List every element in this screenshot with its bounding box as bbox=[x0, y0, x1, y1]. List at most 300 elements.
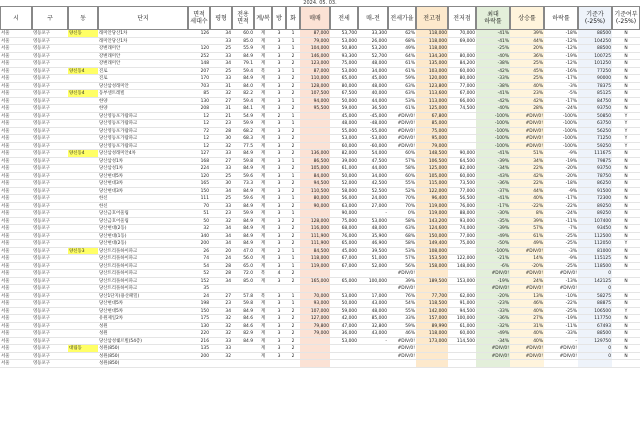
cell-down[interactable]: -5% bbox=[544, 90, 578, 98]
cell-gb[interactable]: 계 bbox=[254, 218, 272, 226]
cell-dan[interactable]: 당산현대3차 bbox=[98, 188, 188, 196]
cell-dan[interactable]: 당산삼성1차 bbox=[98, 165, 188, 173]
cell-maxd[interactable]: -6% bbox=[476, 263, 510, 271]
cell-py[interactable]: 32 bbox=[210, 315, 232, 323]
cell-jeon[interactable]: 48,000 bbox=[330, 120, 358, 128]
cell-diff[interactable]: 27,000 bbox=[358, 203, 388, 211]
cell-low[interactable] bbox=[448, 143, 476, 151]
cell-sale[interactable]: 105,000 bbox=[300, 165, 330, 173]
cell-down[interactable]: -20% bbox=[544, 165, 578, 173]
cell-gb[interactable]: 계 bbox=[254, 308, 272, 316]
cell-si[interactable]: 서울 bbox=[0, 90, 32, 98]
cell-maxd[interactable] bbox=[476, 360, 510, 368]
cell-gb[interactable]: 계 bbox=[254, 345, 272, 353]
cell-sale[interactable]: 128,000 bbox=[300, 83, 330, 91]
cell-diff[interactable]: 42,500 bbox=[358, 180, 388, 188]
cell-sale[interactable]: 128,000 bbox=[300, 218, 330, 226]
cell-low[interactable]: 64,500 bbox=[448, 158, 476, 166]
cell-bang[interactable]: 3 bbox=[272, 30, 286, 38]
cell-maxd[interactable]: -42% bbox=[476, 68, 510, 76]
cell-up[interactable]: 20% bbox=[510, 45, 544, 53]
cell-low[interactable]: 73,500 bbox=[448, 180, 476, 188]
cell-si[interactable]: 서울 bbox=[0, 165, 32, 173]
cell-high[interactable] bbox=[416, 360, 448, 368]
cell-si[interactable]: 서울 bbox=[0, 330, 32, 338]
cell-hwa[interactable]: 2 bbox=[286, 180, 300, 188]
cell-si[interactable]: 서울 bbox=[0, 128, 32, 136]
cell-flag[interactable]: N bbox=[612, 323, 640, 331]
cell-rate[interactable]: 58% bbox=[388, 240, 416, 248]
cell-base[interactable]: 63750 bbox=[578, 120, 612, 128]
cell-high[interactable]: 150,000 bbox=[416, 233, 448, 241]
cell-gu[interactable]: 영등포구 bbox=[32, 233, 68, 241]
cell-gb[interactable]: 복 bbox=[254, 68, 272, 76]
cell-flag[interactable]: N bbox=[612, 90, 640, 98]
cell-maxd[interactable]: -30% bbox=[476, 210, 510, 218]
cell-maxd[interactable]: #DIV/0! bbox=[476, 345, 510, 353]
cell-dan[interactable]: 당산트리플하이파크 bbox=[98, 248, 188, 256]
cell-high[interactable]: 118,500 bbox=[416, 300, 448, 308]
cell-base[interactable]: 81000 bbox=[578, 248, 612, 256]
cell-flag[interactable]: N bbox=[612, 330, 640, 338]
cell-up[interactable]: 27% bbox=[510, 315, 544, 323]
cell-gb[interactable]: 복 bbox=[254, 270, 272, 278]
cell-bang[interactable]: 3 bbox=[272, 173, 286, 181]
cell-jeon[interactable]: 42,000 bbox=[330, 315, 358, 323]
cell-gu[interactable]: 영등포구 bbox=[32, 135, 68, 143]
cell-down[interactable]: -100% bbox=[544, 120, 578, 128]
cell-py[interactable]: 34 bbox=[210, 225, 232, 233]
cell-maxd[interactable]: -33% bbox=[476, 308, 510, 316]
cell-bang[interactable]: 4 bbox=[272, 270, 286, 278]
cell-si[interactable]: 서울 bbox=[0, 285, 32, 293]
cell-si[interactable]: 서울 bbox=[0, 210, 32, 218]
cell-low[interactable] bbox=[448, 120, 476, 128]
cell-rate[interactable]: 49% bbox=[388, 45, 416, 53]
cell-py[interactable]: 32 bbox=[210, 330, 232, 338]
header-py[interactable]: 평형 bbox=[210, 6, 232, 30]
cell-up[interactable]: 51% bbox=[510, 150, 544, 158]
cell-high[interactable]: 115,000 bbox=[416, 180, 448, 188]
cell-base[interactable]: 112500 bbox=[578, 233, 612, 241]
cell-jeon[interactable]: 65,000 bbox=[330, 278, 358, 286]
cell-up[interactable]: #DIV/0! bbox=[510, 353, 544, 361]
header-bang[interactable]: 방 bbox=[272, 6, 286, 30]
cell-low[interactable] bbox=[448, 270, 476, 278]
cell-rate[interactable]: 57% bbox=[388, 158, 416, 166]
cell-flag[interactable]: Y bbox=[612, 240, 640, 248]
cell-gu[interactable]: 영등포구 bbox=[32, 278, 68, 286]
cell-down[interactable]: -11% bbox=[544, 218, 578, 226]
cell-maxd[interactable]: -41% bbox=[476, 38, 510, 46]
cell-dan[interactable]: 당산삼성래미안 bbox=[98, 83, 188, 91]
cell-dong[interactable] bbox=[68, 278, 98, 286]
cell-sedae[interactable]: 252 bbox=[188, 53, 210, 61]
cell-diff[interactable]: 47,500 bbox=[358, 158, 388, 166]
cell-rate[interactable]: #DIV/0! bbox=[388, 285, 416, 293]
cell-rate[interactable]: #DIV/0! bbox=[388, 113, 416, 121]
cell-base[interactable]: 0 bbox=[578, 345, 612, 353]
cell-base[interactable]: 101250 bbox=[578, 60, 612, 68]
cell-low[interactable]: 77,000 bbox=[448, 188, 476, 196]
cell-py[interactable]: 24 bbox=[210, 255, 232, 263]
cell-high[interactable]: 96,400 bbox=[416, 195, 448, 203]
cell-dan[interactable]: 한양 bbox=[98, 98, 188, 106]
cell-area[interactable]: 84.9 bbox=[232, 203, 254, 211]
cell-dong[interactable] bbox=[68, 38, 98, 46]
cell-si[interactable]: 서울 bbox=[0, 45, 32, 53]
cell-flag[interactable]: N bbox=[612, 180, 640, 188]
cell-sedae[interactable]: 120 bbox=[188, 45, 210, 53]
cell-jeon[interactable]: 68,000 bbox=[330, 225, 358, 233]
cell-base[interactable]: 111675 bbox=[578, 150, 612, 158]
cell-down[interactable]: -12% bbox=[544, 60, 578, 68]
cell-gu[interactable]: 영등포구 bbox=[32, 323, 68, 331]
cell-up[interactable]: 22% bbox=[510, 165, 544, 173]
cell-sedae[interactable]: 54 bbox=[188, 263, 210, 271]
cell-high[interactable]: 123,800 bbox=[416, 83, 448, 91]
cell-si[interactable]: 서울 bbox=[0, 53, 32, 61]
cell-base[interactable]: 106500 bbox=[578, 308, 612, 316]
cell-high[interactable]: 105,000 bbox=[416, 173, 448, 181]
cell-maxd[interactable]: -43% bbox=[476, 173, 510, 181]
cell-low[interactable] bbox=[448, 248, 476, 256]
cell-bang[interactable]: 3 bbox=[272, 75, 286, 83]
cell-up[interactable]: 24% bbox=[510, 278, 544, 286]
cell-maxd[interactable]: -50% bbox=[476, 240, 510, 248]
cell-gb[interactable]: 계 bbox=[254, 105, 272, 113]
cell-rate[interactable]: #DIV/0! bbox=[388, 143, 416, 151]
cell-maxd[interactable]: #DIV/0! bbox=[476, 270, 510, 278]
cell-high[interactable]: 119,000 bbox=[416, 203, 448, 211]
cell-bang[interactable]: 3 bbox=[272, 98, 286, 106]
cell-gb[interactable]: 계 bbox=[254, 210, 272, 218]
cell-diff[interactable]: 33,300 bbox=[358, 30, 388, 38]
cell-down[interactable]: #DIV/0! bbox=[544, 285, 578, 293]
cell-si[interactable]: 서울 bbox=[0, 173, 32, 181]
cell-low[interactable]: 77,000 bbox=[448, 83, 476, 91]
cell-dong[interactable]: 대림동 bbox=[68, 345, 98, 353]
cell-hwa[interactable]: 1 bbox=[286, 98, 300, 106]
cell-dong[interactable]: 양신동4 bbox=[68, 68, 98, 76]
cell-flag[interactable]: N bbox=[612, 233, 640, 241]
cell-sale[interactable]: 107,500 bbox=[300, 90, 330, 98]
cell-maxd[interactable]: -37% bbox=[476, 188, 510, 196]
cell-hwa[interactable]: 2 bbox=[286, 345, 300, 353]
cell-base[interactable]: 50850 bbox=[578, 113, 612, 121]
cell-gu[interactable]: 영등포구 bbox=[32, 195, 68, 203]
cell-gb[interactable]: 계 bbox=[254, 30, 272, 38]
cell-rate[interactable]: 61% bbox=[388, 60, 416, 68]
cell-hwa[interactable]: 2 bbox=[286, 338, 300, 346]
cell-sedae[interactable]: 51 bbox=[188, 210, 210, 218]
cell-down[interactable]: -25% bbox=[544, 240, 578, 248]
header-sedae[interactable]: 면적 세대수 bbox=[188, 6, 210, 30]
cell-high[interactable]: 153,500 bbox=[416, 255, 448, 263]
cell-bang[interactable] bbox=[272, 360, 286, 368]
cell-up[interactable]: #DIV/0! bbox=[510, 143, 544, 151]
cell-rate[interactable]: 46% bbox=[388, 330, 416, 338]
header-dong[interactable]: 동 bbox=[68, 6, 98, 30]
cell-bang[interactable]: 3 bbox=[272, 143, 286, 151]
cell-sedae[interactable]: 85 bbox=[188, 90, 210, 98]
cell-area[interactable]: 60.0 bbox=[232, 30, 254, 38]
cell-si[interactable]: 서울 bbox=[0, 30, 32, 38]
cell-down[interactable]: -25% bbox=[544, 233, 578, 241]
cell-low[interactable]: 93,000 bbox=[448, 218, 476, 226]
cell-sedae[interactable]: 12 bbox=[188, 120, 210, 128]
cell-base[interactable]: 142125 bbox=[578, 278, 612, 286]
cell-hwa[interactable] bbox=[286, 285, 300, 293]
cell-dong[interactable] bbox=[68, 308, 98, 316]
cell-diff[interactable]: 53,200 bbox=[358, 45, 388, 53]
cell-low[interactable] bbox=[448, 360, 476, 368]
cell-up[interactable]: #DIV/0! bbox=[510, 270, 544, 278]
cell-gu[interactable]: 영등포구 bbox=[32, 38, 68, 46]
cell-sale[interactable] bbox=[300, 360, 330, 368]
cell-gb[interactable]: 계 bbox=[254, 143, 272, 151]
cell-hwa[interactable]: 2 bbox=[286, 83, 300, 91]
cell-high[interactable]: 119,000 bbox=[416, 210, 448, 218]
cell-sedae[interactable]: 152 bbox=[188, 278, 210, 286]
cell-hwa[interactable]: 1 bbox=[286, 195, 300, 203]
cell-diff[interactable]: 24,000 bbox=[358, 195, 388, 203]
cell-low[interactable]: 60,000 bbox=[448, 68, 476, 76]
cell-maxd[interactable]: -100% bbox=[476, 128, 510, 136]
cell-base[interactable]: 93750 bbox=[578, 105, 612, 113]
cell-down[interactable]: #DIV/0! bbox=[544, 353, 578, 361]
cell-high[interactable]: 122,000 bbox=[416, 188, 448, 196]
cell-area[interactable]: 73.3 bbox=[232, 180, 254, 188]
cell-up[interactable]: 57% bbox=[510, 225, 544, 233]
cell-py[interactable]: 34 bbox=[210, 308, 232, 316]
cell-py[interactable]: 20 bbox=[210, 248, 232, 256]
cell-gb[interactable]: 계 bbox=[254, 90, 272, 98]
cell-high[interactable]: 148,500 bbox=[416, 150, 448, 158]
cell-dong[interactable] bbox=[68, 75, 98, 83]
cell-py[interactable]: 23 bbox=[210, 120, 232, 128]
cell-dong[interactable] bbox=[68, 285, 98, 293]
cell-sedae[interactable]: 165 bbox=[188, 180, 210, 188]
cell-area[interactable]: 59.9 bbox=[232, 120, 254, 128]
cell-up[interactable]: #DIV/0! bbox=[510, 285, 544, 293]
cell-diff[interactable]: 46,900 bbox=[358, 240, 388, 248]
cell-si[interactable]: 서울 bbox=[0, 278, 32, 286]
cell-gu[interactable]: 영등포구 bbox=[32, 165, 68, 173]
cell-diff[interactable]: 48,000 bbox=[358, 225, 388, 233]
cell-area[interactable]: 59.6 bbox=[232, 195, 254, 203]
cell-si[interactable]: 서울 bbox=[0, 248, 32, 256]
cell-sale[interactable]: 94,000 bbox=[300, 98, 330, 106]
cell-hwa[interactable]: 1 bbox=[286, 30, 300, 38]
cell-low[interactable]: 70,000 bbox=[448, 30, 476, 38]
cell-hwa[interactable]: 2 bbox=[286, 165, 300, 173]
cell-hwa[interactable]: 2 bbox=[286, 233, 300, 241]
cell-base[interactable]: 91500 bbox=[578, 188, 612, 196]
cell-dong[interactable] bbox=[68, 323, 98, 331]
cell-hwa[interactable]: 2 bbox=[286, 188, 300, 196]
cell-flag[interactable]: N bbox=[612, 60, 640, 68]
cell-diff[interactable]: 51,000 bbox=[358, 255, 388, 263]
cell-low[interactable]: 67,000 bbox=[448, 90, 476, 98]
cell-gu[interactable]: 영등포구 bbox=[32, 345, 68, 353]
cell-dong[interactable] bbox=[68, 60, 98, 68]
cell-area[interactable]: 47.0 bbox=[232, 248, 254, 256]
cell-jeon[interactable]: 76,000 bbox=[330, 233, 358, 241]
cell-gu[interactable]: 영등포구 bbox=[32, 150, 68, 158]
cell-hwa[interactable]: 2 bbox=[286, 353, 300, 361]
header-up[interactable]: 상승률 bbox=[510, 6, 544, 30]
cell-area[interactable]: 84.9 bbox=[232, 308, 254, 316]
cell-flag[interactable]: N bbox=[612, 30, 640, 38]
cell-sedae[interactable]: 200 bbox=[188, 240, 210, 248]
cell-jeon[interactable]: 52,000 bbox=[330, 180, 358, 188]
cell-area[interactable]: 54.9 bbox=[232, 113, 254, 121]
cell-base[interactable]: 79875 bbox=[578, 158, 612, 166]
cell-down[interactable]: -33% bbox=[544, 330, 578, 338]
cell-bang[interactable]: 3 bbox=[272, 45, 286, 53]
cell-flag[interactable]: Y bbox=[612, 128, 640, 136]
cell-high[interactable]: 135,000 bbox=[416, 60, 448, 68]
cell-down[interactable]: -22% bbox=[544, 300, 578, 308]
cell-si[interactable]: 서울 bbox=[0, 203, 32, 211]
cell-down[interactable]: -100% bbox=[544, 128, 578, 136]
cell-up[interactable]: 42% bbox=[510, 98, 544, 106]
cell-sale[interactable]: 107,000 bbox=[300, 308, 330, 316]
cell-dan[interactable]: 당산트리플하이파크 bbox=[98, 263, 188, 271]
cell-high[interactable] bbox=[416, 270, 448, 278]
cell-flag[interactable]: N bbox=[612, 165, 640, 173]
cell-flag[interactable]: N bbox=[612, 45, 640, 53]
cell-sedae[interactable]: 207 bbox=[188, 68, 210, 76]
cell-jeon[interactable]: 60,000 bbox=[330, 143, 358, 151]
cell-base[interactable]: 72300 bbox=[578, 195, 612, 203]
cell-dong[interactable] bbox=[68, 255, 98, 263]
cell-dan[interactable]: 당산금호어울림 bbox=[98, 210, 188, 218]
cell-sedae[interactable] bbox=[188, 38, 210, 46]
cell-dong[interactable] bbox=[68, 353, 98, 361]
header-high[interactable]: 전고점 bbox=[416, 6, 448, 30]
cell-dan[interactable]: 래미안당산1차 bbox=[98, 30, 188, 38]
cell-gu[interactable]: 영등포구 bbox=[32, 105, 68, 113]
cell-sale[interactable]: 79,000 bbox=[300, 330, 330, 338]
cell-dong[interactable] bbox=[68, 195, 98, 203]
cell-dan[interactable]: 당산현대(2동) bbox=[98, 240, 188, 248]
cell-si[interactable]: 서울 bbox=[0, 263, 32, 271]
cell-gb[interactable]: 계 bbox=[254, 98, 272, 106]
cell-down[interactable]: #DIV/0! bbox=[544, 345, 578, 353]
cell-dan[interactable]: 당산트리플하이파크 bbox=[98, 270, 188, 278]
cell-base[interactable]: 0 bbox=[578, 353, 612, 361]
cell-rate[interactable]: 64% bbox=[388, 53, 416, 61]
cell-bang[interactable]: 3 bbox=[272, 263, 286, 271]
cell-area[interactable] bbox=[232, 345, 254, 353]
cell-area[interactable]: 85.0 bbox=[232, 38, 254, 46]
cell-dong[interactable] bbox=[68, 158, 98, 166]
cell-dan[interactable]: 한신 bbox=[98, 195, 188, 203]
cell-gb[interactable]: 계 bbox=[254, 53, 272, 61]
cell-rate[interactable]: 55% bbox=[388, 308, 416, 316]
cell-area[interactable]: 85.0 bbox=[232, 278, 254, 286]
cell-sale[interactable]: 95,500 bbox=[300, 105, 330, 113]
cell-si[interactable]: 서울 bbox=[0, 75, 32, 83]
cell-up[interactable]: 25% bbox=[510, 75, 544, 83]
cell-diff[interactable]: 48,000 bbox=[358, 308, 388, 316]
cell-low[interactable]: 56,500 bbox=[448, 195, 476, 203]
cell-gu[interactable]: 영등포구 bbox=[32, 83, 68, 91]
cell-down[interactable]: -17% bbox=[544, 98, 578, 106]
cell-sale[interactable] bbox=[300, 113, 330, 121]
cell-dan[interactable]: 동부센트레빌 bbox=[98, 90, 188, 98]
cell-rate[interactable]: 59% bbox=[388, 75, 416, 83]
cell-sale[interactable]: 118,000 bbox=[300, 255, 330, 263]
cell-py[interactable]: 25 bbox=[210, 68, 232, 76]
cell-bang[interactable]: 3 bbox=[272, 315, 286, 323]
cell-diff[interactable]: 53,000 bbox=[358, 218, 388, 226]
cell-diff[interactable]: 40,000 bbox=[358, 90, 388, 98]
cell-dong[interactable] bbox=[68, 173, 98, 181]
cell-dan[interactable]: 성원 bbox=[98, 330, 188, 338]
cell-diff[interactable]: 36,500 bbox=[358, 105, 388, 113]
cell-maxd[interactable]: #DIV/0! bbox=[476, 285, 510, 293]
cell-low[interactable]: 80,000 bbox=[448, 53, 476, 61]
cell-hwa[interactable]: 1 bbox=[286, 158, 300, 166]
cell-base[interactable]: 0 bbox=[578, 285, 612, 293]
cell-down[interactable]: -24% bbox=[544, 210, 578, 218]
cell-down[interactable]: -100% bbox=[544, 135, 578, 143]
cell-flag[interactable]: N bbox=[612, 173, 640, 181]
cell-up[interactable]: 23% bbox=[510, 90, 544, 98]
cell-flag[interactable]: N bbox=[612, 68, 640, 76]
cell-dan[interactable]: 진로 bbox=[98, 68, 188, 76]
cell-bang[interactable]: 3 bbox=[272, 210, 286, 218]
cell-gu[interactable]: 영등포구 bbox=[32, 128, 68, 136]
cell-up[interactable]: 40% bbox=[510, 195, 544, 203]
cell-up[interactable]: #DIV/0! bbox=[510, 135, 544, 143]
cell-rate[interactable]: 58% bbox=[388, 165, 416, 173]
cell-base[interactable]: 107400 bbox=[578, 218, 612, 226]
cell-up[interactable] bbox=[510, 360, 544, 368]
cell-flag[interactable]: N bbox=[612, 150, 640, 158]
cell-flag[interactable]: N bbox=[612, 203, 640, 211]
cell-base[interactable]: 117750 bbox=[578, 315, 612, 323]
cell-jeon[interactable]: 39,000 bbox=[330, 158, 358, 166]
cell-hwa[interactable]: 2 bbox=[286, 105, 300, 113]
cell-low[interactable]: 66,000 bbox=[448, 98, 476, 106]
cell-low[interactable]: 114,500 bbox=[448, 338, 476, 346]
cell-maxd[interactable]: -38% bbox=[476, 83, 510, 91]
cell-py[interactable]: 32 bbox=[210, 353, 232, 361]
cell-dong[interactable] bbox=[68, 263, 98, 271]
cell-dong[interactable]: 양신동4 bbox=[68, 90, 98, 98]
cell-hwa[interactable]: 1 bbox=[286, 113, 300, 121]
cell-bang[interactable]: 3 bbox=[272, 323, 286, 331]
cell-py[interactable]: 33 bbox=[210, 150, 232, 158]
cell-dan[interactable]: 진로 bbox=[98, 75, 188, 83]
cell-flag[interactable]: N bbox=[612, 83, 640, 91]
cell-si[interactable]: 서울 bbox=[0, 353, 32, 361]
cell-py[interactable]: 30 bbox=[210, 135, 232, 143]
cell-sedae[interactable]: 127 bbox=[188, 150, 210, 158]
cell-gb[interactable]: 계 bbox=[254, 45, 272, 53]
cell-jeon[interactable] bbox=[330, 360, 358, 368]
cell-py[interactable]: 33 bbox=[210, 338, 232, 346]
cell-maxd[interactable]: -41% bbox=[476, 90, 510, 98]
cell-dong[interactable] bbox=[68, 165, 98, 173]
cell-gu[interactable]: 영등포구 bbox=[32, 263, 68, 271]
cell-jeon[interactable]: 63,000 bbox=[330, 203, 358, 211]
cell-gu[interactable]: 영등포구 bbox=[32, 53, 68, 61]
